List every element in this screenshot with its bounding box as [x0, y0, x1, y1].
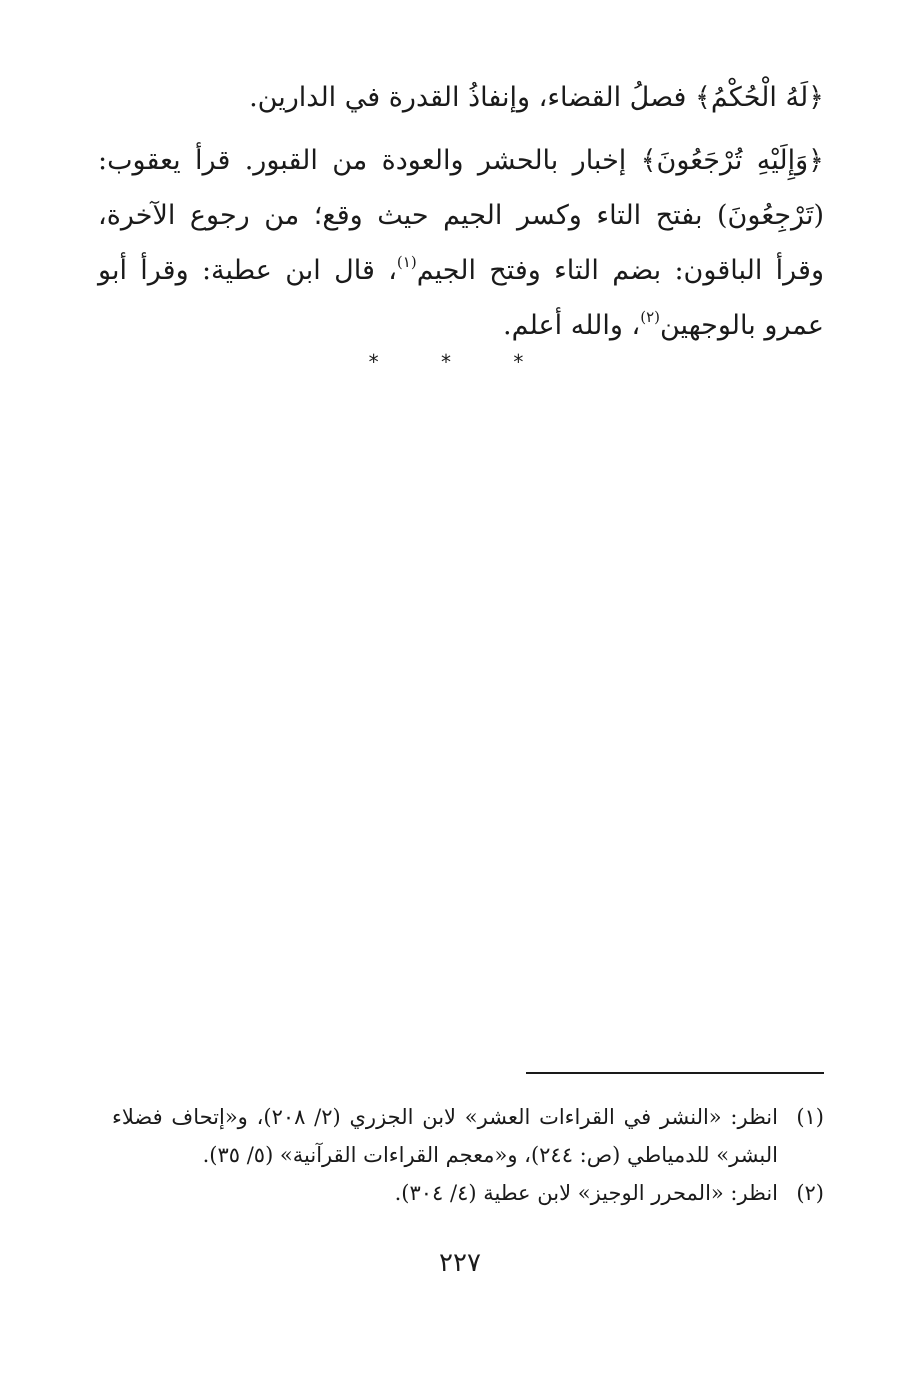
footnote-number: (٢) — [796, 1181, 824, 1205]
footnote-ref-1[interactable]: (١) — [396, 253, 417, 271]
footnote-number: (١) — [796, 1105, 824, 1129]
page-number: ٢٢٧ — [439, 1248, 481, 1278]
footnote-1 — [112, 1098, 824, 1174]
footnotes — [112, 1098, 824, 1212]
quran-quote: وَإِلَيْهِ تُرْجَعُونَ — [656, 145, 809, 176]
footnote-text: انظر: «النشر في القراءات العشر» لابن الجزري (٢/ ٢٠٨)، و«إتحاف فضلاء البشر» للدمياطي (ص: ٢٤٤)، و«معجم القراءات القرآنية» (٥/ ٣٥). — [112, 1105, 778, 1167]
quran-close-bracket: ﴾ — [640, 145, 657, 176]
paragraph-text: إخبار بالحشر والعودة من القبور. قرأ يعقوب: (تَرْجِعُونَ) بفتح التاء وكسر الجيم حيث وقع؛ من رجوع الآخرة، وقرأ الباقون: بضم التاء وفتح الجيم — [98, 145, 824, 286]
section-divider-stars: * * * — [368, 350, 552, 374]
paragraph-1 — [98, 70, 824, 125]
paragraph-text: ، والله أعلم. — [503, 310, 641, 341]
quran-open-bracket: ﴿ — [808, 145, 824, 176]
paragraph-text: ، قال ابن عطية: وقرأ أبو عمرو بالوجهين — [98, 255, 824, 341]
main-text — [98, 70, 824, 353]
footnote-2 — [112, 1174, 824, 1212]
quran-open-bracket: ﴿ — [808, 82, 824, 113]
footnote-ref-2[interactable]: (٢) — [640, 308, 660, 326]
quran-quote: لَهُ الْحُكْمُ — [710, 82, 809, 113]
quran-close-bracket: ﴾ — [695, 82, 711, 113]
footnote-text: انظر: «المحرر الوجيز» لابن عطية (٤/ ٣٠٤). — [394, 1181, 778, 1205]
paragraph-2 — [98, 133, 824, 353]
footnote-separator — [526, 1072, 824, 1074]
paragraph-text: فصلُ القضاء، وإنفاذُ القدرة في الدارين. — [249, 82, 696, 113]
